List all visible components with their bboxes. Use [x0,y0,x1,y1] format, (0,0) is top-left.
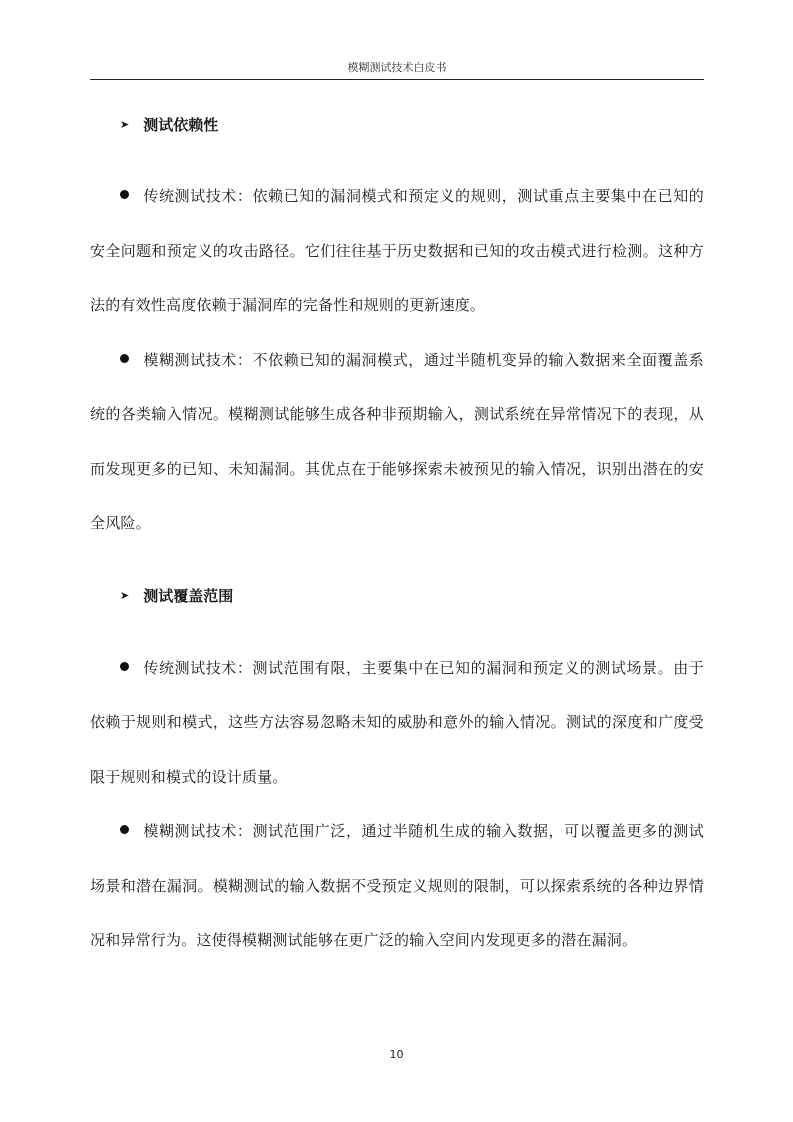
bullet-dot-icon [120,662,129,671]
page-body [90,96,704,968]
arrow-bullet-icon: ➤ [120,589,130,602]
list-item [90,333,704,551]
item-text: 依赖已知的漏洞模式和预定义的规则，测试重点主要集中在已知的安全问题和预定义的攻击路径。它们往往基于历史数据和已知的攻击模式进行检测。这种方法的有效性高度依赖于漏洞库的完备性和规则的更新速度。 [90,187,704,314]
section-heading-text: 测试覆盖范围 [143,587,234,605]
list-item [90,641,704,805]
arrow-bullet-icon: ➤ [120,117,130,131]
item-label: 模糊测试技术： [143,350,253,369]
item-label: 传统测试技术： [143,658,253,677]
item-label: 模糊测试技术： [143,822,253,840]
bullet-dot-icon [120,825,129,834]
section-heading-text: 测试依赖性 [143,115,219,134]
running-header: 模糊测试技术白皮书 [347,61,447,74]
list-item [90,804,704,968]
item-text: 测试范围有限，主要集中在已知的漏洞和预定义的测试场景。由于依赖于规则和模式，这些方法容易忽略未知的威胁和意外的输入情况。测试的深度和广度受限于规则和模式的设计质量。 [90,658,704,786]
item-text: 不依赖已知的漏洞模式，通过半随机变异的输入数据来全面覆盖系统的各类输入情况。模糊测试能够生成各种非预期输入，测试系统在异常情况下的表现，从而发现更多的已知、未知漏洞。其优点在于能够探索未被预见的输入情况，识别出潜在的安全风险。 [90,350,704,532]
section-heading-coverage [90,568,704,624]
bullet-dot-icon [120,354,129,363]
item-label: 传统测试技术： [143,187,253,205]
bullet-dot-icon [120,190,129,199]
section-heading-dependency [90,96,704,152]
header-divider [90,79,704,80]
item-text: 测试范围广泛，通过半随机生成的输入数据，可以覆盖更多的测试场景和潜在漏洞。模糊测试的输入数据不受预定义规则的限制，可以探索系统的各种边界情况和异常行为。这使得模糊测试能够在更广泛的输入空间内发现更多的潜在漏洞。 [90,822,704,949]
page-number: 10 [389,1048,404,1061]
list-item [90,169,704,333]
